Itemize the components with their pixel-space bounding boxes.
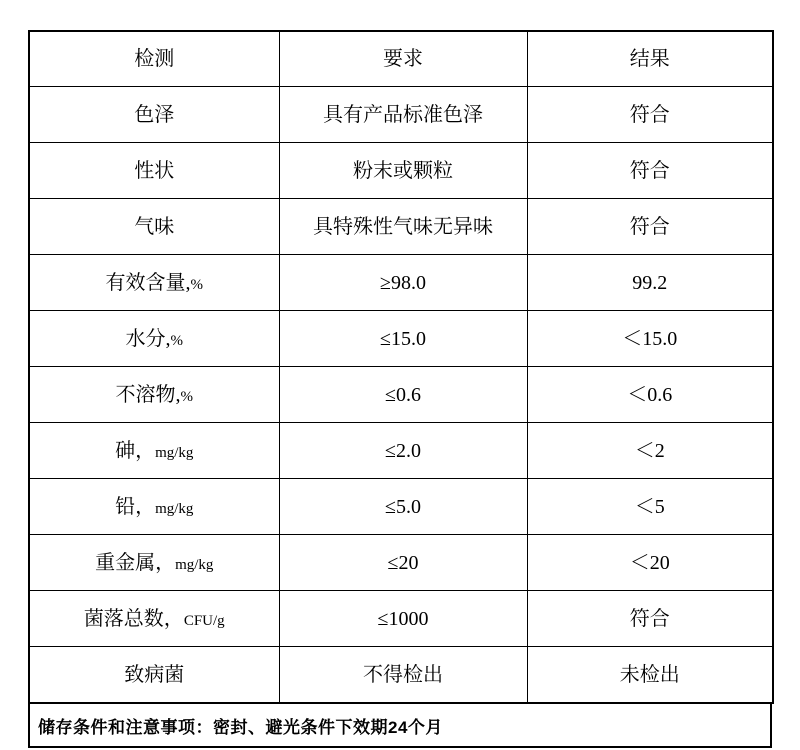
item-label: 重金属， xyxy=(95,551,176,574)
table-row xyxy=(29,479,773,535)
item-unit: mg/kg xyxy=(175,556,214,573)
item-unit: % xyxy=(190,276,203,293)
specification-table xyxy=(28,30,774,704)
table-row xyxy=(29,255,773,311)
table-row xyxy=(29,647,773,704)
item-label: 砷， xyxy=(115,439,156,462)
table-row xyxy=(29,311,773,367)
item-label: 有效含量, xyxy=(105,271,191,294)
cell-item xyxy=(29,367,279,423)
cell-result: ＜2 xyxy=(527,423,773,479)
item-label: 铅， xyxy=(115,495,156,518)
cell-result: 符合 xyxy=(527,87,773,143)
cell-result: 符合 xyxy=(527,591,773,647)
table-body xyxy=(29,31,773,703)
cell-requirement: 不得检出 xyxy=(279,647,527,704)
cell-item xyxy=(29,311,279,367)
cell-requirement: ≤5.0 xyxy=(279,479,527,535)
item-label: 不溶物, xyxy=(115,383,181,406)
table-row xyxy=(29,591,773,647)
cell-result: 符合 xyxy=(527,143,773,199)
cell-result: ＜15.0 xyxy=(527,311,773,367)
table-row xyxy=(29,367,773,423)
table-row xyxy=(29,143,773,199)
cell-requirement: ≤1000 xyxy=(279,591,527,647)
cell-result: ＜20 xyxy=(527,535,773,591)
column-header-requirement: 要求 xyxy=(279,31,527,87)
item-label: 性状 xyxy=(134,159,175,182)
cell-item xyxy=(29,479,279,535)
cell-result: 99.2 xyxy=(527,255,773,311)
item-label: 菌落总数， xyxy=(83,607,184,630)
item-unit: % xyxy=(180,388,193,405)
cell-item xyxy=(29,535,279,591)
table-row xyxy=(29,535,773,591)
cell-item xyxy=(29,199,279,255)
table-header-row xyxy=(29,31,773,87)
cell-requirement: ≤2.0 xyxy=(279,423,527,479)
storage-note: 储存条件和注意事项：密封、避光条件下效期24个月 xyxy=(28,704,772,748)
cell-item xyxy=(29,143,279,199)
item-label: 致病菌 xyxy=(124,663,185,686)
cell-item xyxy=(29,591,279,647)
cell-requirement: ≤0.6 xyxy=(279,367,527,423)
cell-result: 符合 xyxy=(527,199,773,255)
cell-requirement: 具特殊性气味无异味 xyxy=(279,199,527,255)
item-label: 色泽 xyxy=(134,103,175,126)
cell-result: 未检出 xyxy=(527,647,773,704)
cell-result: ＜5 xyxy=(527,479,773,535)
column-header-result: 结果 xyxy=(527,31,773,87)
cell-requirement: ≤15.0 xyxy=(279,311,527,367)
cell-requirement: 具有产品标准色泽 xyxy=(279,87,527,143)
cell-requirement: 粉末或颗粒 xyxy=(279,143,527,199)
item-label: 水分, xyxy=(125,327,171,350)
cell-item xyxy=(29,423,279,479)
item-unit: mg/kg xyxy=(155,500,194,517)
item-unit: mg/kg xyxy=(155,444,194,461)
cell-item xyxy=(29,255,279,311)
cell-result: ＜0.6 xyxy=(527,367,773,423)
cell-item xyxy=(29,647,279,704)
table-row xyxy=(29,87,773,143)
cell-requirement: ≤20 xyxy=(279,535,527,591)
column-header-item: 检测 xyxy=(29,31,279,87)
table-row xyxy=(29,199,773,255)
cell-requirement: ≥98.0 xyxy=(279,255,527,311)
table-row xyxy=(29,423,773,479)
item-unit: CFU/g xyxy=(183,612,225,629)
item-label: 气味 xyxy=(134,215,175,238)
item-unit: % xyxy=(170,332,183,349)
cell-item xyxy=(29,87,279,143)
